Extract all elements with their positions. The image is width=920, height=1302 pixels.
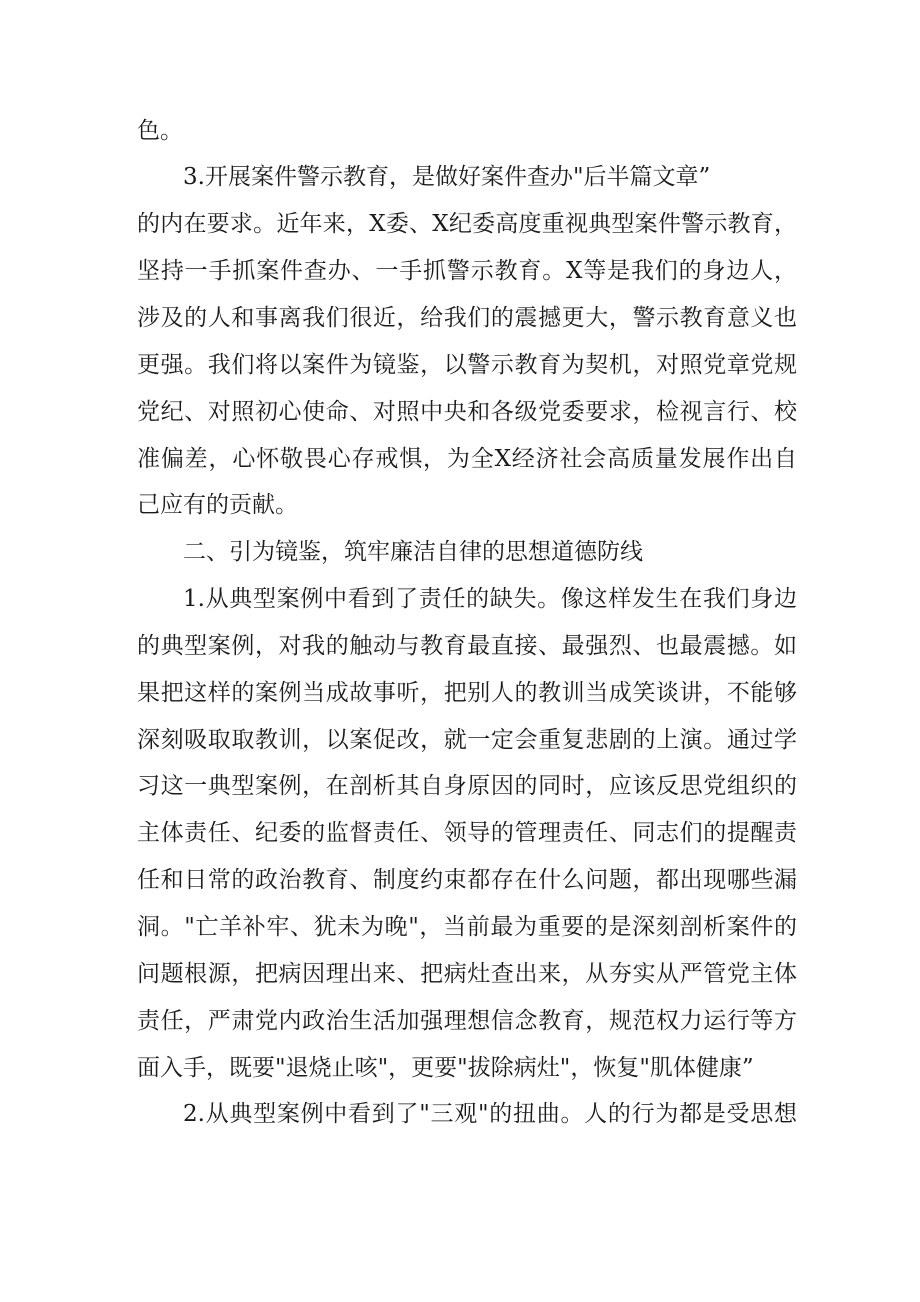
text-line: 党纪、对照初心使命、对照中央和各级党委要求，检视言行、校 <box>137 399 797 425</box>
text-line: 习这一典型案例，在剖析其自身原因的同时，应该反思党组织的 <box>137 773 797 799</box>
subsection-2-heading: 2.从典型案例中看到了"三观"的扭曲。人的行为都是受思想 <box>183 1101 797 1127</box>
text-line: 问题根源，把病因理出来、把病灶查出来，从夯实从严管党主体 <box>137 961 797 987</box>
text-line: 洞。"亡羊补牢、犹未为晚"，当前最为重要的是深刻剖析案件的 <box>137 914 797 940</box>
text-line: 果把这样的案例当成故事听，把别人的教训当成笑谈讲，不能够 <box>137 680 797 706</box>
subsection-1-heading: 1.从典型案例中看到了责任的缺失。像这样发生在我们身边 <box>183 586 797 612</box>
text-line: 主体责任、纪委的监督责任、领导的管理责任、同志们的提醒责 <box>137 820 797 846</box>
section-3-heading: 3.开展案件警示教育，是做好案件查办"后半篇文章” <box>183 164 711 190</box>
text-line: 坚持一手抓案件查办、一手抓警示教育。X等是我们的身边人， <box>137 258 797 284</box>
text-line: 涉及的人和事离我们很近，给我们的震撼更大，警示教育意义也 <box>137 305 797 331</box>
text-line: 更强。我们将以案件为镜鉴，以警示教育为契机，对照党章党规 <box>137 352 797 378</box>
text-line: 任和日常的政治教育、制度约束都存在什么问题，都出现哪些漏 <box>137 867 797 893</box>
text-line: 己应有的贡献。 <box>137 492 298 518</box>
text-line: 准偏差，心怀敬畏心存戒惧，为全X经济社会高质量发展作出自 <box>137 446 797 472</box>
text-line: 深刻吸取取教训，以案促改，就一定会重复悲剧的上演。通过学 <box>137 727 797 753</box>
text-line: 色。 <box>137 118 183 144</box>
text-line: 面入手，既要"退烧止咳"，更要"拔除病灶"，恢复"肌体健康” <box>137 1055 754 1081</box>
section-heading: 二、引为镜鉴，筑牢廉洁自律的思想道德防线 <box>183 539 643 565</box>
text-line: 的内在要求。近年来，X委、X纪委高度重视典型案件警示教育， <box>137 211 797 237</box>
text-line: 的典型案例，对我的触动与教育最直接、最强烈、也最震撼。如 <box>137 633 797 659</box>
text-line: 责任，严肃党内政治生活加强理想信念教育，规范权力运行等方 <box>137 1008 797 1034</box>
